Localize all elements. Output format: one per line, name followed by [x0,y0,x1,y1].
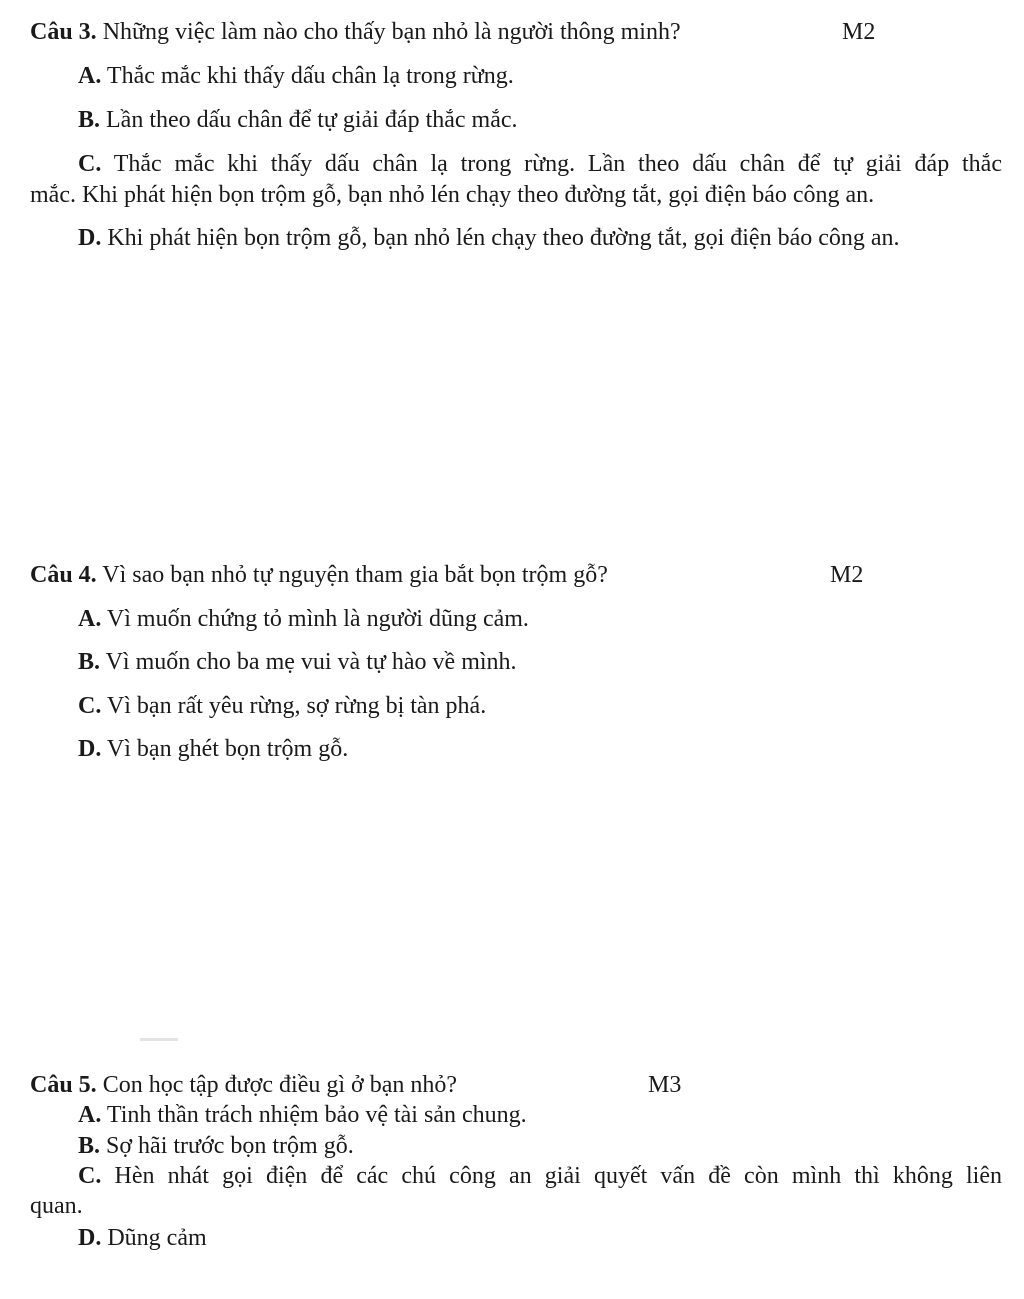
question-5-text: Con học tập được điều gì ở bạn nhỏ? [102,1072,458,1098]
scan-smudge [140,1038,178,1041]
question-4-option-c: C. Vì bạn rất yêu rừng, sợ rừng bị tàn phá. [78,693,487,719]
question-3-option-d: D. Khi phát hiện bọn trộm gỗ, bạn nhỏ lén chạy theo đường tắt, gọi điện báo công an. [78,225,900,251]
question-5-option-a: A. Tinh thần trách nhiệm bảo vệ tài sản chung. [78,1102,527,1128]
question-4-level: M2 [830,562,864,588]
question-5-level: M3 [648,1072,682,1098]
question-5-option-b: B. Sợ hãi trước bọn trộm gỗ. [78,1133,354,1159]
question-3-level: M2 [842,19,876,45]
question-5-option-c: C. Hèn nhát gọi điện để các chú công an giải quyết vấn đề còn mình thì không liên [78,1163,1003,1189]
question-4-option-a: A. Vì muốn chứng tỏ mình là người dũng cảm. [78,606,529,632]
question-3-label: Câu 3. [30,19,97,45]
question-3-option-c-continuation: mắc. Khi phát hiện bọn trộm gỗ, bạn nhỏ lén chạy theo đường tắt, gọi điện báo công an. [30,182,875,208]
question-5-option-d: D. Dũng cảm [78,1225,207,1251]
question-4-heading [30,563,608,587]
question-4-label: Câu 4. [30,562,97,588]
question-4-option-b: B. Vì muốn cho ba mẹ vui và tự hào về mình. [78,649,517,675]
question-5-option-c-continuation: quan. [30,1193,83,1219]
question-5-heading [30,1073,457,1097]
question-5-label: Câu 5. [30,1072,97,1098]
question-3-option-b: B. Lần theo dấu chân để tự giải đáp thắc mắc. [78,107,518,133]
question-3-heading [30,20,681,44]
question-3-text: Những việc làm nào cho thấy bạn nhỏ là người thông minh? [102,19,681,45]
question-4-option-d: D. Vì bạn ghét bọn trộm gỗ. [78,736,349,762]
question-4-text: Vì sao bạn nhỏ tự nguyện tham gia bắt bọn trộm gỗ? [102,562,608,588]
question-3-option-c: C. Thắc mắc khi thấy dấu chân lạ trong rừng. Lần theo dấu chân để tự giải đáp thắc [78,151,1002,177]
question-3-option-a: A. Thắc mắc khi thấy dấu chân lạ trong rừng. [78,63,514,89]
